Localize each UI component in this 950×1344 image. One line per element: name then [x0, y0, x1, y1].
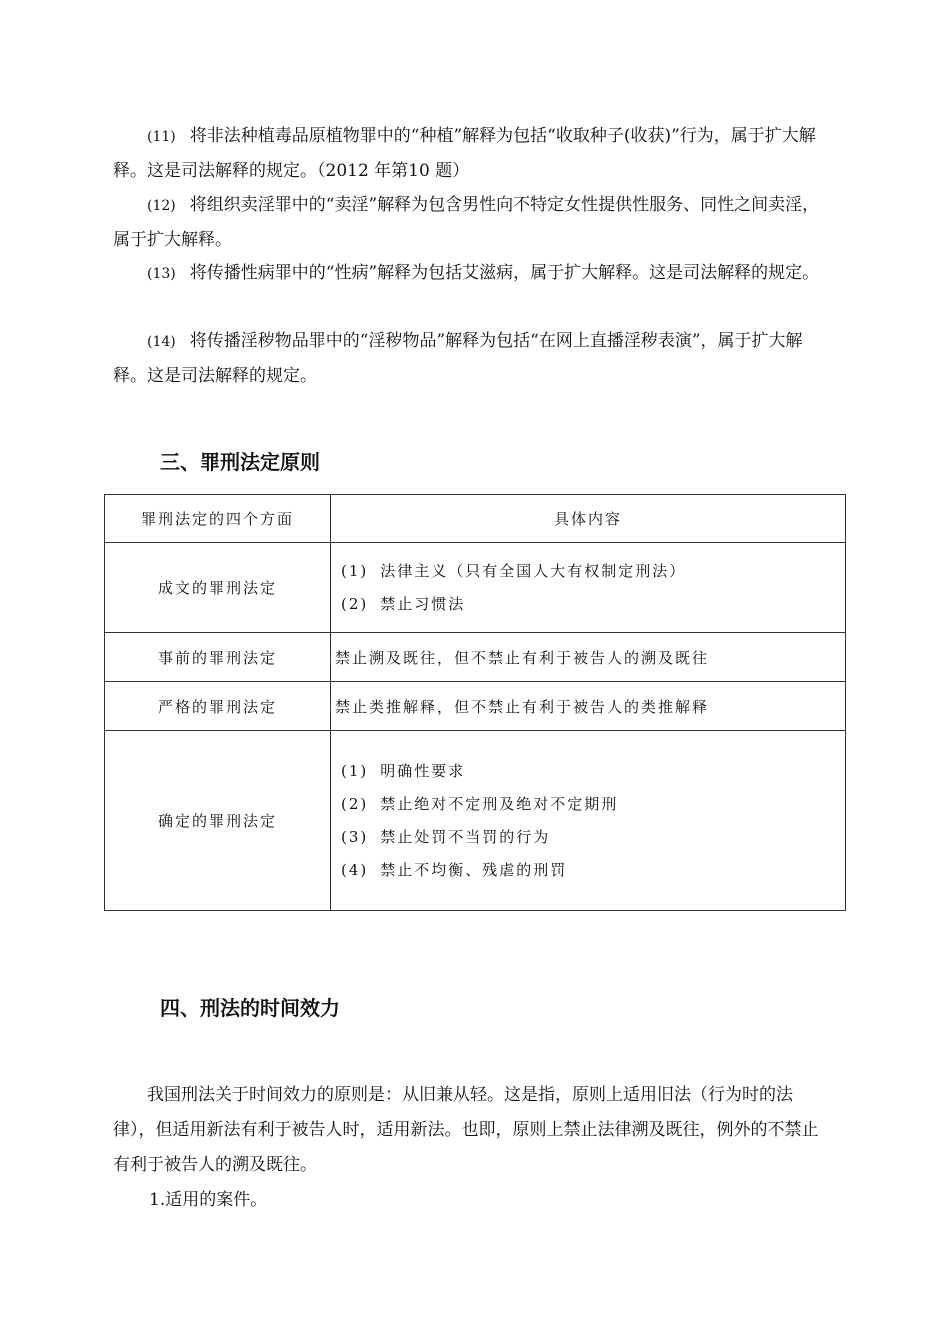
- paragraph-text: 将传播性病罪中的“性病”解释为包括艾滋病，属于扩大解释。这是司法解释的规定。: [189, 263, 820, 283]
- row-aspect: 事前的罪刑法定: [105, 633, 331, 682]
- list-item: (3) 禁止处罚不当罚的行为: [341, 827, 551, 846]
- table-row-prior: [105, 633, 846, 682]
- list-item: (4) 禁止不均衡、残虐的刑罚: [341, 860, 568, 879]
- table-header-content: 具体内容: [331, 495, 846, 543]
- table-row-written: [105, 543, 846, 633]
- sub-item-applicable-cases: 1.适用的案件。: [149, 1190, 268, 1210]
- time-effect-paragraph: 我国刑法关于时间效力的原则是：从旧兼从轻。这是指，原则上适用旧法（行为时的法律），但适用新法有利于被告人时，适用新法。也即，原则上禁止法律溯及既往，例外的不禁止有利于被告人的溯及既往。: [113, 1085, 819, 1175]
- interpretation-paragraph-12: [113, 188, 835, 257]
- paragraph-number: (11): [147, 129, 176, 145]
- row-content: 禁止类推解释，但不禁止有利于被告人的类推解释: [331, 682, 846, 731]
- list-item: (2) 禁止绝对不定刑及绝对不定期刑: [341, 794, 619, 813]
- interpretation-paragraph-14: [113, 324, 835, 393]
- row-content: [331, 731, 846, 911]
- table-header-aspect: 罪刑法定的四个方面: [105, 495, 331, 543]
- paragraph-number: (14): [147, 334, 176, 350]
- legality-principle-table: [104, 494, 846, 911]
- list-item: (1) 法律主义（只有全国人大有权制定刑法）: [341, 561, 687, 580]
- interpretation-paragraph-13: [113, 256, 835, 291]
- table-row-strict: [105, 682, 846, 731]
- list-item: (1) 明确性要求: [341, 761, 466, 780]
- row-content: [331, 543, 846, 633]
- paragraph-text: 将传播淫秽物品罪中的“淫秽物品”解释为包括“在网上直播淫秽表演”，属于扩大解释。这是司法解释的规定。: [113, 331, 803, 386]
- row-aspect: 成文的罪刑法定: [105, 543, 331, 633]
- section-3-heading: 三、罪刑法定原则: [160, 450, 320, 474]
- section-4-heading: 四、刑法的时间效力: [160, 996, 340, 1020]
- interpretation-paragraph-11: [113, 119, 835, 188]
- paragraph-number: (12): [147, 198, 176, 214]
- row-content: 禁止溯及既往，但不禁止有利于被告人的溯及既往: [331, 633, 846, 682]
- list-item: (2) 禁止习惯法: [341, 594, 466, 613]
- table-header-row: [105, 495, 846, 543]
- paragraph-text: 将非法种植毒品原植物罪中的“种植”解释为包括“收取种子(收获)”行为，属于扩大解释。这是司法解释的规定。（2012 年第10 题）: [113, 126, 816, 181]
- table-row-definite: [105, 731, 846, 911]
- row-aspect: 确定的罪刑法定: [105, 731, 331, 911]
- paragraph-number: (13): [147, 266, 176, 282]
- row-aspect: 严格的罪刑法定: [105, 682, 331, 731]
- paragraph-text: 将组织卖淫罪中的“卖淫”解释为包含男性向不特定女性提供性服务、同性之间卖淫，属于扩大解释。: [113, 195, 820, 250]
